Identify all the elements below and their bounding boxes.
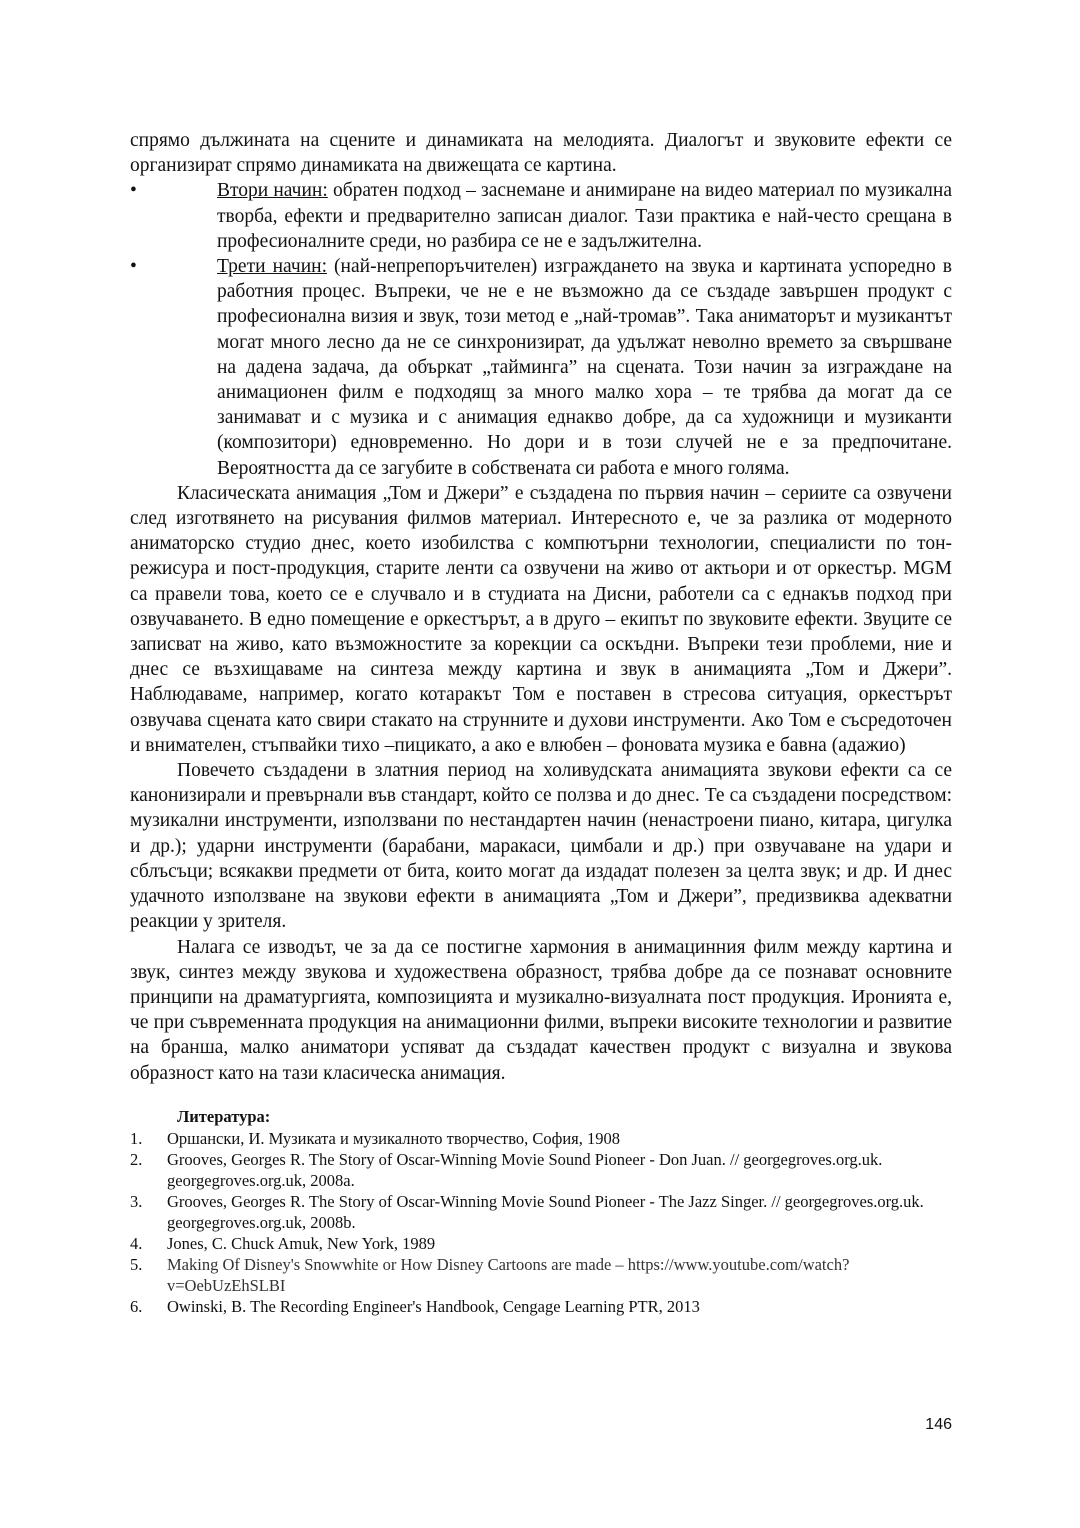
bullet-second-method: [130, 178, 952, 254]
paragraph-sound-effects: Повечето създадени в златния период на холивудската анимацията звукови ефекти са се канонизирали и превърнали във стандарт, който се ползва и до днес. Те са създадени посредством: музикални инструменти, използвани по нестандартен начин (ненастроени пиано, китара, цигулка и др.); ударни инструменти (барабани, маракаси, цимбали и др.) при озвучаване на удари и сблъсъци; всякакви предмети от бита, които могат да издадат полезен за целта звук; и др. И днес удачното използване на звукови ефекти в анимацията „Том и Джери”, предизвиква адекватни реакции у зрителя.: [130, 760, 952, 933]
reference-text: Оршански, И. Музиката и музикалното творчество, София, 1908: [167, 1128, 621, 1148]
page-number: 146: [925, 1416, 952, 1433]
reference-number: 4.: [130, 1233, 143, 1253]
references: [130, 1106, 952, 1317]
second-method-text: обратен подход – заснемане и анимиране на видео материал по музикална творба, ефекти и предварително записан диалог. Тази практика е най-често срещана в професионалните среди, но разбира се не е задължителна.: [217, 180, 952, 252]
references-title: Литература:: [177, 1106, 271, 1126]
reference-item: [130, 1254, 952, 1296]
bullet-icon: •: [130, 180, 137, 202]
paragraph-tom-and-jerry: Класическата анимация „Том и Джери” е създадена по първия начин – сериите са озвучени след изготвянето на рисувания филмов материал. Интересното е, че за разлика от модерното аниматорско студио днес, което изобилства с компютърни технологии, специалисти по тон-режисура и пост-продукция, старите ленти са озвучени на живо от актьори и от оркестър. MGM са правели това, което се е случвало и в студиата на Дисни, работели са с еднакъв подход при озвучаването. В едно помещение е оркестърът, а в друго – екипът по звуковите ефекти. Звуците се записват на живо, като възможностите за корекции са оскъдни. Въпреки тези проблеми, ние и днес се възхищаваме на синтеза между картина и звук в анимацията „Том и Джери”. Наблюдаваме, например, когато котаракът Том е поставен в стресова ситуация, оркестърът озвучава сцената като свири стакато на струнните и духови инструменти. Ако Том е съсредоточен и внимателен, стъпвайки тихо –пицикато, а ако е влюбен – фоновата музика е бавна (адажио): [130, 482, 952, 756]
reference-text: Owinski, B. The Recording Engineer's Handbook, Cengage Learning PTR, 2013: [167, 1296, 700, 1316]
reference-text: Making Of Disney's Snowwhite or How Disney Cartoons are made – https://www.youtube.com/watch?v=OebUzEhSLBI: [167, 1254, 850, 1295]
reference-item: [130, 1296, 952, 1317]
page-body: [130, 128, 952, 1317]
reference-item: [130, 1191, 952, 1233]
bullet-icon: •: [130, 256, 137, 278]
third-method-text: (най-непрепоръчителен) изграждането на звука и картината успоредно в работния процес. Въпреки, че не е не възможно да се създаде завършен продукт с професионална визия и звук, този метод е „най-тромав”. Така аниматорът и музикантът могат много лесно да не се синхронизират, да удължат неволно времето за свършване на дадена задача, да объркат „тайминга” на сцената. Този начин за изграждане на анимационен филм е подходящ за много малко хора – те трябва да могат да се занимават и с музика и с анимация еднакво добре, да са художници и музиканти (композитори) едновременно. Но дори и в този случей не е за предпочитане. Вероятността да се загубите в собствената си работа е много голяма.: [217, 256, 953, 479]
reference-text: Jones, C. Chuck Amuk, New York, 1989: [167, 1233, 436, 1253]
reference-number: 1.: [130, 1128, 143, 1148]
paragraph-0: спрямо дължината на сцените и динамиката на мелодията. Диалогът и звуковите ефекти се организират спрямо динамиката на движещата се картина.: [130, 130, 952, 177]
reference-number: 6.: [130, 1296, 143, 1316]
paragraph-conclusion: Налага се изводът, че за да се постигне хармония в анимацинния филм между картина и звук, синтез между звукова и художествена образност, трябва добре да се познават основните принципи на драматургията, композицията и музикално-визуалната пост продукция. Иронията е, че при съвременната продукция на анимационни филми, въпреки високите технологии и развитие на бранша, малко аниматори успяват да създадат качествен продукт с визуална и звукова образност като на тази класическа анимация.: [130, 936, 952, 1084]
reference-text: Grooves, Georges R. The Story of Oscar-Winning Movie Sound Pioneer - The Jazz Singer. // georgegroves.org.uk. georgegroves.org.uk, 2008b.: [167, 1191, 924, 1232]
reference-number: 2.: [130, 1149, 143, 1169]
reference-item: [130, 1233, 952, 1254]
reference-number: 3.: [130, 1191, 143, 1211]
reference-item: [130, 1128, 952, 1149]
reference-number: 5.: [130, 1254, 143, 1274]
reference-text: Grooves, Georges R. The Story of Oscar-Winning Movie Sound Pioneer - Don Juan. // georgegroves.org.uk. georgegroves.org.uk, 2008a.: [167, 1149, 883, 1190]
reference-item: [130, 1149, 952, 1191]
third-method-label: Трети начин:: [217, 256, 327, 278]
second-method-label: Втори начин:: [217, 180, 328, 202]
bullet-third-method: [130, 254, 952, 481]
